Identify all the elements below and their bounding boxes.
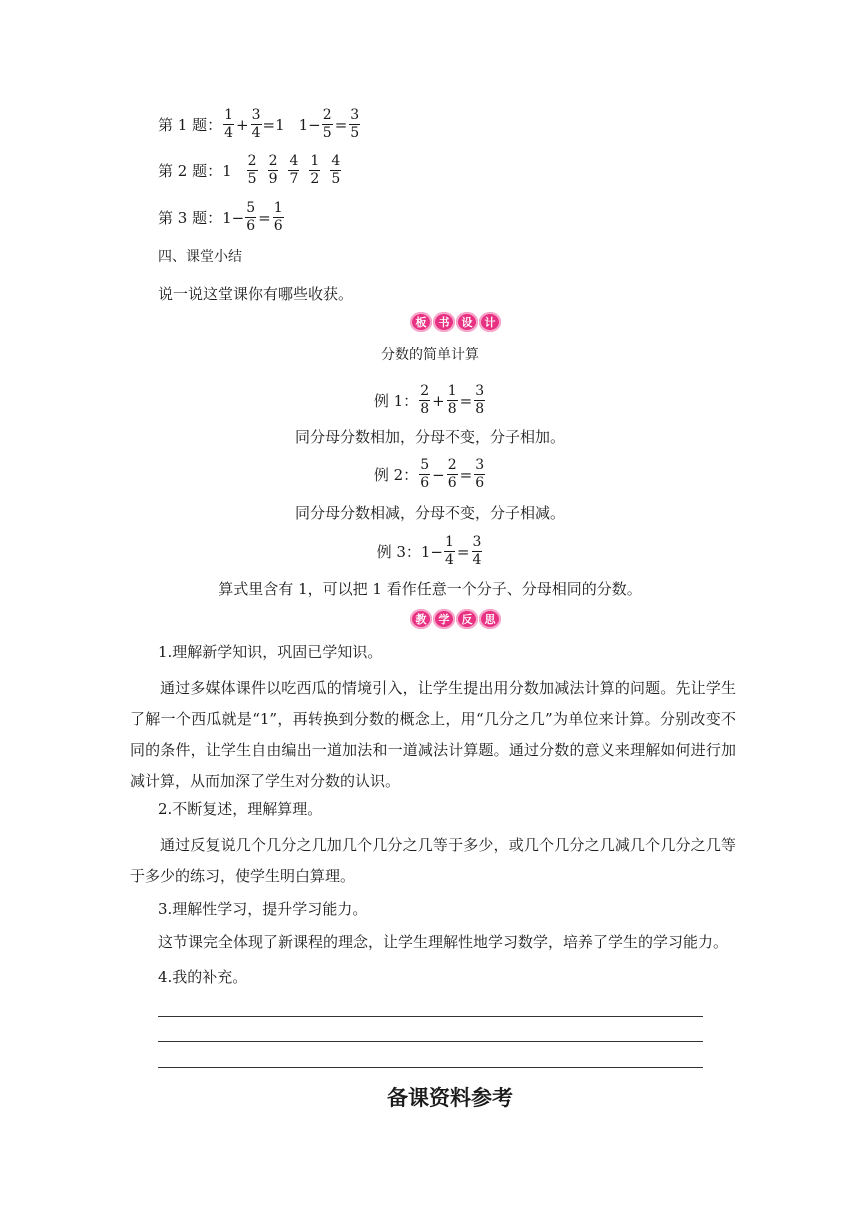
equals-sign: = <box>334 115 348 134</box>
fraction: $\frac{3}{6}$ <box>475 457 485 491</box>
fraction: $\frac{1}{2}$ <box>310 153 320 187</box>
fraction: $\frac{2}{6}$ <box>447 457 457 491</box>
minus-sign: − <box>432 465 445 484</box>
fraction: $\frac{1}{8}$ <box>447 383 457 417</box>
board-title: 分数的简单计算 <box>381 347 479 363</box>
exercise-label: 第 1 题： <box>158 115 223 134</box>
reflection-heading-1: 1.理解新学知识，巩固已学知识。 <box>158 643 383 661</box>
badge-char: 板 <box>410 312 432 332</box>
summary-text: 说一说这堂课你有哪些收获。 <box>158 285 354 303</box>
badge-char: 思 <box>479 609 501 629</box>
summary-heading: 四、课堂小结 <box>158 249 242 265</box>
blank-line[interactable] <box>158 1041 703 1042</box>
fraction: $\frac{2}{5}$ <box>247 153 257 187</box>
board-example-2 <box>0 458 860 491</box>
fraction: $\frac{3}{5}$ <box>350 107 360 141</box>
teaching-reflection-badge <box>410 609 501 629</box>
reflection-paragraph-2: 通过反复说几个几分之几加几个几分之几等于多少，或几个几分之几减几个几分之几等于多少的练习，使学生明白算理。 <box>130 836 736 885</box>
fraction: $\frac{5}{6}$ <box>246 200 256 234</box>
fraction: $\frac{4}{7}$ <box>289 153 299 187</box>
exercise-3 <box>158 201 285 234</box>
fraction: $\frac{2}{8}$ <box>420 383 430 417</box>
one-minus: 1− <box>298 115 321 134</box>
fraction: $\frac{1}{6}$ <box>273 200 283 234</box>
board-rule-1: 同分母分数相加，分母不变，分子相加。 <box>294 428 565 446</box>
badge-char: 反 <box>456 609 478 629</box>
reflection-heading-2: 2.不断复述，理解算理。 <box>158 800 323 818</box>
one-minus: 1− <box>222 208 245 227</box>
equals-one: =1 <box>262 115 285 134</box>
fraction: $\frac{1}{4}$ <box>445 534 454 568</box>
answer-one: 1 <box>222 161 232 180</box>
fraction: $\frac{3}{4}$ <box>472 534 482 568</box>
equals-sign: = <box>258 208 271 227</box>
fraction: $\frac{4}{5}$ <box>331 153 341 187</box>
plus-sign: + <box>432 391 445 410</box>
example-label: 例 2： <box>373 465 419 484</box>
blank-line[interactable] <box>158 1067 703 1068</box>
board-example-3 <box>0 535 860 568</box>
example-label: 例 1： <box>373 391 419 410</box>
blank-line[interactable] <box>158 1016 703 1017</box>
fraction: $\frac{1}{4}$ <box>224 107 234 141</box>
fraction: $\frac{2}{5}$ <box>322 107 332 141</box>
exercise-1 <box>158 108 361 141</box>
badge-char: 书 <box>433 312 455 332</box>
exercise-2 <box>158 154 342 187</box>
board-example-1 <box>0 384 860 417</box>
exercise-label: 第 3 题： <box>158 208 223 227</box>
board-rule-2: 同分母分数相减，分母不变，分子相减。 <box>294 504 565 522</box>
badge-char: 设 <box>456 312 478 332</box>
fraction: $\frac{2}{9}$ <box>268 153 278 187</box>
badge-char: 学 <box>433 609 455 629</box>
reflection-heading-4: 4.我的补充。 <box>158 968 248 986</box>
example-label: 例 3： <box>376 542 421 561</box>
badge-char: 教 <box>410 609 432 629</box>
fraction: $\frac{3}{8}$ <box>475 383 485 417</box>
equals-sign: = <box>456 542 470 561</box>
fraction: $\frac{5}{6}$ <box>420 457 430 491</box>
equals-sign: = <box>459 391 473 410</box>
board-design-badge <box>410 312 501 332</box>
fraction: $\frac{3}{4}$ <box>251 107 261 141</box>
reflection-paragraph-3: 这节课完全体现了新课程的理念，让学生理解性地学习数学，培养了学生的学习能力。 <box>158 933 729 951</box>
one-minus: 1− <box>420 542 443 561</box>
plus-sign: + <box>236 115 249 134</box>
exercise-label: 第 2 题： <box>158 161 223 180</box>
badge-char: 计 <box>479 312 501 332</box>
reflection-heading-3: 3.理解性学习，提升学习能力。 <box>158 900 368 918</box>
equals-sign: = <box>459 465 473 484</box>
reference-heading: 备课资料参考 <box>387 1086 513 1110</box>
reflection-paragraph-1: 通过多媒体课件以吃西瓜的情境引入，让学生提出用分数加减法计算的问题。先让学生了解一个西瓜就是“1”，再转换到分数的概念上，用“几分之几”为单位来计算。分别改变不同的条件，让学生自由编出一道加法和一道减法计算题。通过分数的意义来理解如何进行加减计算，从而加深了学生对分数的认识。 <box>130 679 736 790</box>
board-rule-3: 算式里含有 1，可以把 1 看作任意一个分子、分母相同的分数。 <box>218 580 642 598</box>
